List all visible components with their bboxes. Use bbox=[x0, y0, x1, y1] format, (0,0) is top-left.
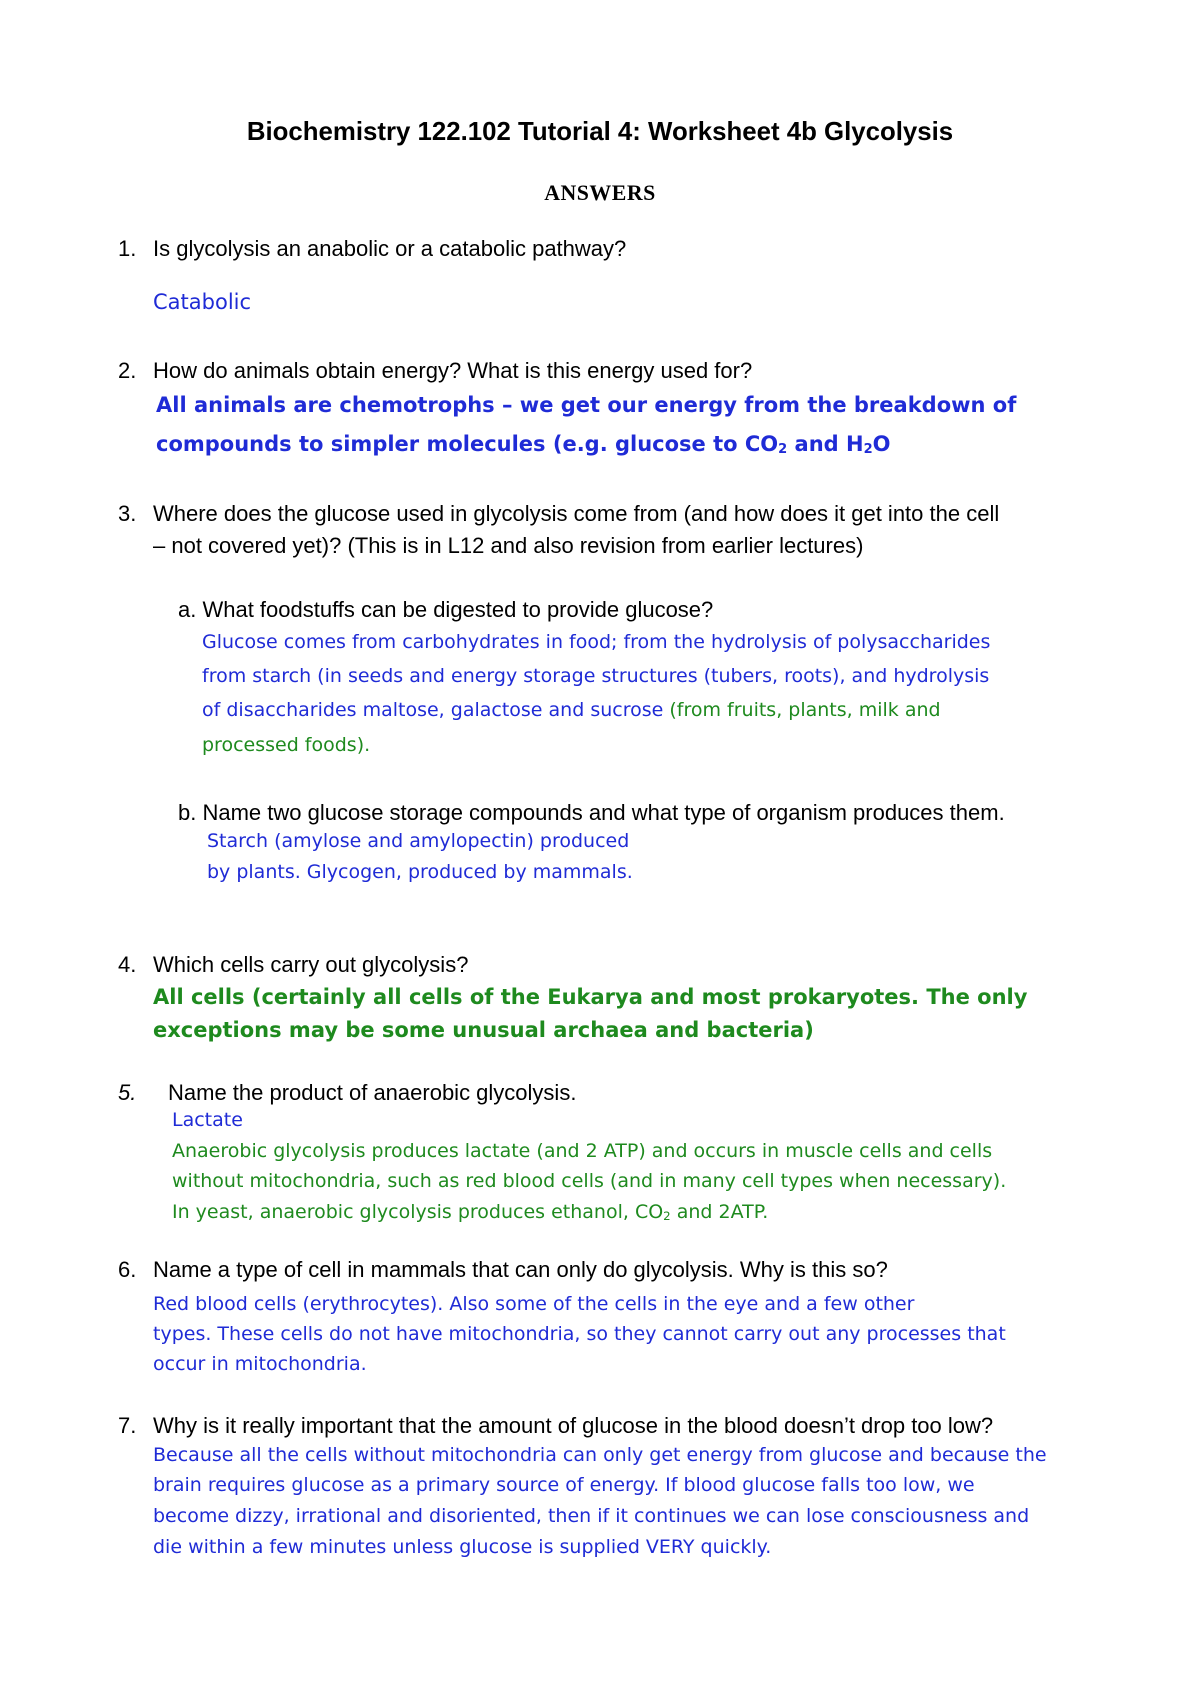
answer-7-line-4: die within a few minutes unless glucose is supplied VERY quickly. bbox=[153, 1536, 772, 1558]
question-6-number: 6. bbox=[118, 1257, 137, 1282]
question-3a-text: a. What foodstuffs can be digested to provide glucose? bbox=[178, 597, 714, 622]
question-2-text: How do animals obtain energy? What is this energy used for? bbox=[153, 358, 753, 383]
answer-3a-line-3: of disaccharides maltose, galactose and sucrose (from fruits, plants, milk and bbox=[202, 699, 941, 721]
answer-4-line-2: exceptions may be some unusual archaea and bacteria) bbox=[153, 1018, 814, 1042]
page-title: Biochemistry 122.102 Tutorial 4: Worksheet 4b Glycolysis bbox=[246, 118, 954, 146]
answer-3a-line-2: from starch (in seeds and energy storage structures (tubers, roots), and hydrolysis bbox=[202, 665, 990, 687]
answer-6-line-3: occur in mitochondria. bbox=[153, 1353, 367, 1375]
answer-6-line-1: Red blood cells (erythrocytes). Also some of the cells in the eye and a few other bbox=[153, 1293, 915, 1315]
answer-3a-line-4: processed foods). bbox=[202, 734, 371, 756]
question-7-text: Why is it really important that the amount of glucose in the blood doesn’t drop too low? bbox=[153, 1413, 994, 1438]
answer-7-line-1: Because all the cells without mitochondria can only get energy from glucose and because the bbox=[153, 1444, 1047, 1466]
question-5-text: Name the product of anaerobic glycolysis. bbox=[168, 1080, 577, 1105]
answer-3b-line-1: Starch (amylose and amylopectin) produced bbox=[207, 830, 630, 852]
answer-5-line-3: without mitochondria, such as red blood cells (and in many cell types when necessary). bbox=[172, 1170, 1007, 1192]
question-3-text-line-2: – not covered yet)? (This is in L12 and also revision from earlier lectures) bbox=[153, 533, 864, 558]
answer-2-line-2: compounds to simpler molecules (e.g. glucose to $CO_2$ and $H_2O$ bbox=[156, 432, 891, 457]
question-6-text: Name a type of cell in mammals that can only do glycolysis. Why is this so? bbox=[153, 1257, 888, 1282]
question-3b-text: b. Name two glucose storage compounds and what type of organism produces them. bbox=[178, 800, 1005, 825]
question-7-number: 7. bbox=[118, 1413, 137, 1438]
question-1-text: Is glycolysis an anabolic or a catabolic pathway? bbox=[153, 236, 627, 261]
question-1-number: 1. bbox=[118, 236, 137, 261]
question-2-number: 2. bbox=[118, 358, 137, 383]
answer-5-line-1: Lactate bbox=[172, 1109, 243, 1131]
answer-5-line-2: Anaerobic glycolysis produces lactate (and 2 ATP) and occurs in muscle cells and cells bbox=[172, 1140, 993, 1162]
question-4-text: Which cells carry out glycolysis? bbox=[153, 952, 469, 977]
answer-2-line-1: All animals are chemotrophs – we get our energy from the breakdown of bbox=[156, 393, 1017, 417]
question-3-number: 3. bbox=[118, 501, 137, 526]
question-5-number: 5. bbox=[118, 1080, 137, 1105]
answer-5-line-4: In yeast, anaerobic glycolysis produces ethanol, $CO_2$ and 2ATP. bbox=[172, 1201, 769, 1223]
answer-7-line-2: brain requires glucose as a primary source of energy. If blood glucose falls too low, we bbox=[153, 1474, 975, 1496]
answer-3b-line-2: by plants. Glycogen, produced by mammals. bbox=[207, 861, 633, 883]
question-4-number: 4. bbox=[118, 952, 137, 977]
question-3-text-line-1: Where does the glucose used in glycolysis come from (and how does it get into the cell bbox=[153, 501, 1000, 526]
answer-7-line-3: become dizzy, irrational and disoriented, then if it continues we can lose consciousness and bbox=[153, 1505, 1030, 1527]
answer-4-line-1: All cells (certainly all cells of the Eukarya and most prokaryotes. The only bbox=[153, 985, 1028, 1009]
answer-3a-line-1: Glucose comes from carbohydrates in food; from the hydrolysis of polysaccharides bbox=[202, 631, 991, 653]
answer-6-line-2: types. These cells do not have mitochondria, so they cannot carry out any processes that bbox=[153, 1323, 1006, 1345]
page-subtitle: ANSWERS bbox=[544, 181, 656, 205]
answer-1: Catabolic bbox=[153, 290, 252, 314]
